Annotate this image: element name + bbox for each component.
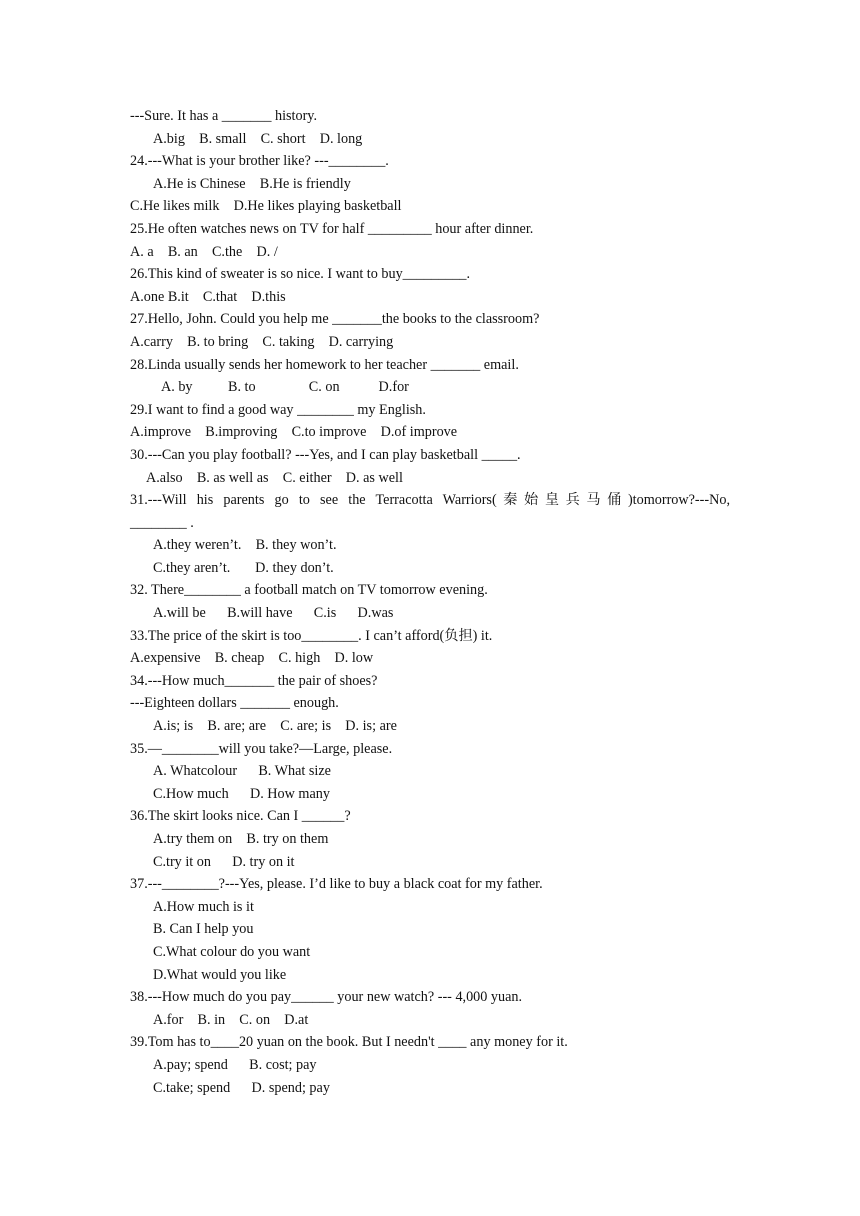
text-line: 28.Linda usually sends her homework to her teacher _______ email.: [130, 356, 519, 373]
text-line: 30.---Can you play football? ---Yes, and I can play basketball _____.: [130, 446, 521, 463]
text-line: A. by B. to C. on D.for: [161, 379, 409, 396]
text-line: A.carry B. to bring C. taking D. carrying: [130, 333, 394, 350]
text-line: 26.This kind of sweater is so nice. I want to buy_________.: [130, 266, 471, 283]
text-line: 27.Hello, John. Could you help me _______the books to the classroom?: [130, 311, 540, 328]
text-line: 34.---How much_______ the pair of shoes?: [130, 672, 378, 689]
text-line: 33.The price of the skirt is too________. I can’t afford(负担) it.: [130, 627, 493, 644]
text-line: B. Can I help you: [153, 921, 254, 938]
text-line: 25.He often watches news on TV for half _________ hour after dinner.: [130, 220, 534, 237]
text-line: 29.I want to find a good way ________ my English.: [130, 401, 426, 418]
text-line: A.He is Chinese B.He is friendly: [153, 175, 351, 192]
text-line: 31.---Will his parents go to see the Terracotta Warriors(秦始皇兵马俑)tomorrow?---No,: [130, 492, 730, 509]
text-line: A.improve B.improving C.to improve D.of improve: [130, 424, 458, 441]
text-line: A. a B. an C.the D. /: [130, 243, 278, 260]
text-line: A.expensive B. cheap C. high D. low: [130, 650, 374, 667]
text-line: A.is; is B. are; are C. are; is D. is; are: [153, 718, 397, 735]
text-line: 38.---How much do you pay______ your new watch? --- 4,000 yuan.: [130, 989, 523, 1006]
text-line: A.big B. small C. short D. long: [153, 130, 363, 147]
text-line: 32. There________ a football match on TV tomorrow evening.: [130, 582, 488, 599]
text-line: A.How much is it: [153, 898, 254, 915]
text-line: C.they aren’t. D. they don’t.: [153, 559, 334, 576]
text-line: D.What would you like: [153, 966, 287, 983]
text-line: C.How much D. How many: [153, 785, 330, 802]
text-line: A.pay; spend B. cost; pay: [153, 1056, 317, 1073]
text-line: 37.---________?---Yes, please. I’d like to buy a black coat for my father.: [130, 876, 543, 893]
text-line: A.will be B.will have C.is D.was: [153, 605, 394, 622]
text-line: A. Whatcolour B. What size: [153, 763, 331, 780]
text-line: ---Eighteen dollars _______ enough.: [130, 695, 339, 712]
text-line: A.they weren’t. B. they won’t.: [153, 537, 337, 554]
text-line: 39.Tom has to____20 yuan on the book. But I needn't ____ any money for it.: [130, 1034, 568, 1051]
text-line: C.What colour do you want: [153, 943, 311, 960]
text-line: C.He likes milk D.He likes playing basketball: [130, 198, 402, 215]
text-line: A.also B. as well as C. either D. as well: [146, 469, 403, 486]
text-line: C.take; spend D. spend; pay: [153, 1079, 330, 1096]
text-line: A.for B. in C. on D.at: [153, 1011, 309, 1028]
text-line: ________ .: [130, 514, 194, 531]
text-line: C.try it on D. try on it: [153, 853, 295, 870]
text-line: 35.—________will you take?—Large, please.: [130, 740, 393, 757]
text-line: 24.---What is your brother like? ---________.: [130, 153, 389, 170]
text-line: A.try them on B. try on them: [153, 831, 329, 847]
document-page: [0, 105, 860, 1099]
text-line: A.one B.it C.that D.this: [130, 288, 286, 305]
text-line: 36.The skirt looks nice. Can I ______?: [130, 808, 351, 825]
text-line: ---Sure. It has a _______ history.: [130, 108, 318, 124]
